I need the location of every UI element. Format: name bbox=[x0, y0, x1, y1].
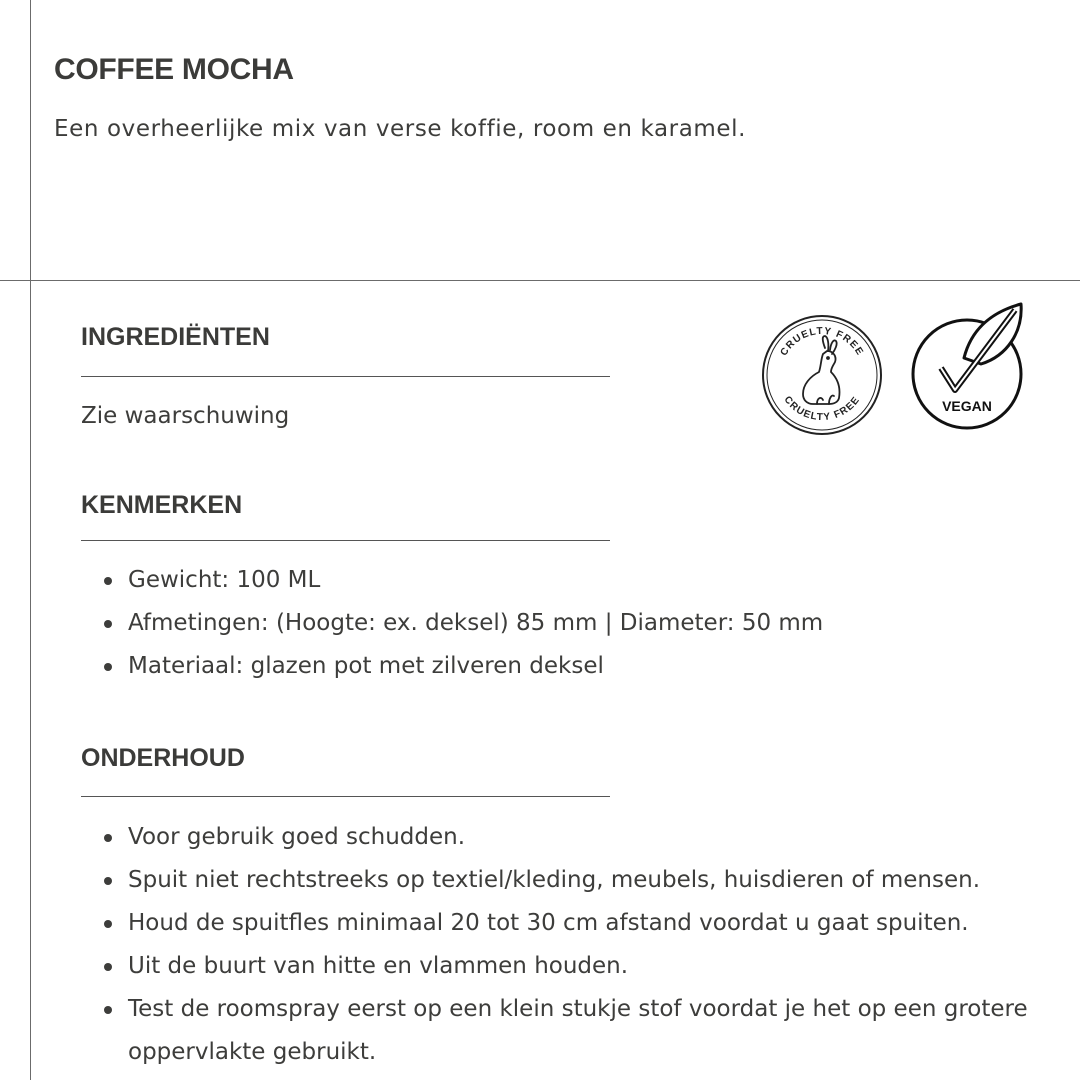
left-divider-line bbox=[30, 0, 31, 1080]
product-description: Een overheerlijke mix van verse koffie, room en karamel. bbox=[54, 116, 747, 142]
ingredients-text: Zie waarschuwing bbox=[81, 403, 290, 429]
leaf-check-icon bbox=[941, 304, 1021, 390]
list-item: Houd de spuitfles minimaal 20 tot 30 cm afstand voordat u gaat spuiten. bbox=[81, 902, 1031, 945]
list-item: Test de roomspray eerst op een klein stukje stof voordat je het op een grotere oppervlakte gebruikt. bbox=[81, 988, 1031, 1074]
ingredients-rule bbox=[81, 376, 610, 377]
vegan-label: VEGAN bbox=[942, 398, 992, 414]
care-rule bbox=[81, 796, 610, 797]
features-list bbox=[81, 559, 1061, 688]
cruelty-free-top-text: CRUELTY FREE bbox=[778, 325, 866, 358]
ingredients-heading: INGREDIËNTEN bbox=[81, 323, 270, 351]
list-item: Spuit niet rechtstreeks op textiel/kleding, meubels, huisdieren of mensen. bbox=[81, 859, 1031, 902]
list-item: Materiaal: glazen pot met zilveren deksel bbox=[81, 645, 1061, 688]
rabbit-icon bbox=[803, 336, 840, 404]
list-item: Afmetingen: (Hoogte: ex. deksel) 85 mm | Diameter: 50 mm bbox=[81, 602, 1061, 645]
section-divider-line bbox=[0, 280, 1080, 281]
features-rule bbox=[81, 540, 610, 541]
list-item: Gewicht: 100 ML bbox=[81, 559, 1061, 602]
product-title: COFFEE MOCHA bbox=[54, 53, 294, 86]
care-heading: ONDERHOUD bbox=[81, 744, 245, 772]
cruelty-free-bottom-text: CRUELTY FREE bbox=[781, 394, 863, 424]
features-heading: KENMERKEN bbox=[81, 491, 243, 519]
list-item: Voor gebruik goed schudden. bbox=[81, 816, 1031, 859]
vegan-badge bbox=[911, 302, 1026, 432]
care-list bbox=[81, 816, 1031, 1074]
svg-text:CRUELTY FREE bbox=[779, 326, 866, 358]
list-item: Uit de buurt van hitte en vlammen houden. bbox=[81, 945, 1031, 988]
cruelty-free-badge bbox=[761, 314, 883, 436]
